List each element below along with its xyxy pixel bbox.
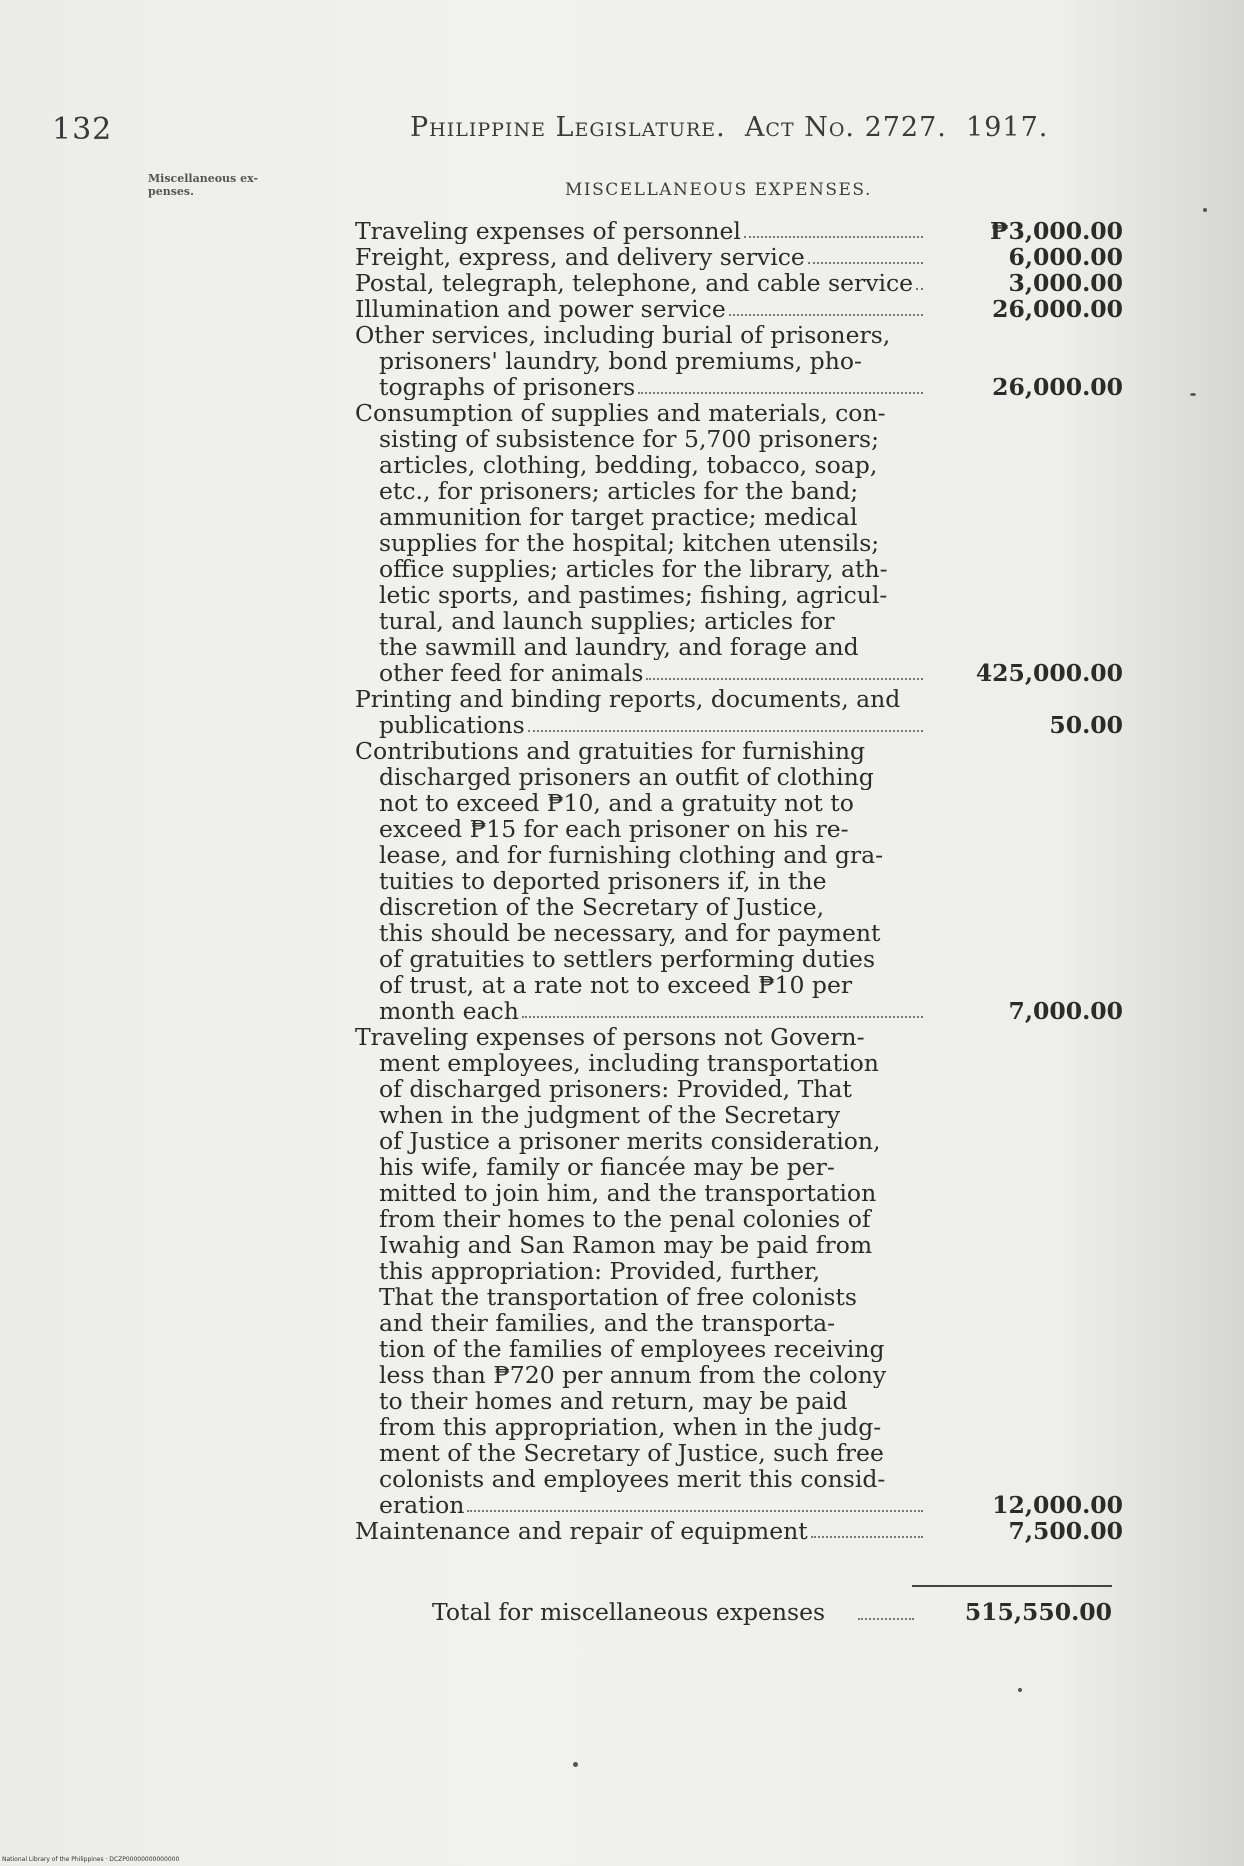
item-text: Traveling expenses of personnel [355, 218, 741, 244]
dot-leader [638, 374, 923, 394]
item-text-line: of discharged prisoners: Provided, That [379, 1076, 852, 1102]
item-text-line: exceed ₱15 for each prisoner on his re- [379, 816, 849, 842]
item-amount: 425,000.00 [975, 659, 1123, 687]
item-text-line: supplies for the hospital; kitchen utensils; [379, 530, 880, 556]
total-row [432, 1598, 1112, 1628]
item-text-line: of Justice a prisoner merits consideration, [379, 1128, 881, 1154]
item-text: Freight, express, and delivery service [355, 244, 805, 270]
item-text-line: discretion of the Secretary of Justice, [379, 894, 825, 920]
item-text-line: office supplies; articles for the library, ath- [379, 556, 888, 582]
item-amount: 3,000.00 [1008, 269, 1123, 297]
item-text-line: of gratuities to settlers performing duties [379, 946, 876, 972]
paper-speck [573, 1762, 578, 1767]
item-text-line: tural, and launch supplies; articles for [379, 608, 835, 634]
expense-item [355, 270, 1123, 296]
item-text-line [355, 270, 923, 296]
expense-item [355, 738, 1123, 1024]
item-text: eration [379, 1492, 465, 1518]
item-text-line: not to exceed ₱10, and a gratuity not to [379, 790, 854, 816]
item-text-line: letic sports, and pastimes; fishing, agricul- [379, 582, 888, 608]
expense-item [355, 400, 1123, 686]
item-text-line: discharged prisoners an outfit of clothing [379, 764, 874, 790]
expense-item [355, 1024, 1123, 1518]
item-text-line: Printing and binding reports, documents, and [355, 686, 901, 712]
total-label: Total for miscellaneous expenses [432, 1598, 826, 1626]
paper-speck [1190, 393, 1196, 396]
item-text-line: That the transportation of free colonists [379, 1284, 857, 1310]
item-text-line [355, 244, 923, 270]
total-rule [912, 1585, 1112, 1587]
item-text-line: this appropriation: Provided, further, [379, 1258, 821, 1284]
item-amount: 6,000.00 [1008, 243, 1123, 271]
item-text-line: ammunition for target practice; medical [379, 504, 858, 530]
dot-leader [858, 1606, 914, 1620]
paper-speck [1203, 208, 1207, 212]
item-text-line: from this appropriation, when in the judg- [379, 1414, 882, 1440]
item-text-line: Traveling expenses of persons not Govern- [355, 1024, 865, 1050]
item-text: Postal, telegraph, telephone, and cable service [355, 270, 914, 296]
item-text-line [355, 218, 923, 244]
item-text-line: and their families, and the transporta- [379, 1310, 836, 1336]
item-text-line: Contributions and gratuities for furnishing [355, 738, 866, 764]
item-text-line: Iwahig and San Ramon may be paid from [379, 1232, 873, 1258]
item-amount: 50.00 [1049, 711, 1123, 739]
item-text: Maintenance and repair of equipment [355, 1518, 808, 1544]
item-text-line: mitted to join him, and the transportation [379, 1180, 877, 1206]
item-text-line: from their homes to the penal colonies of [379, 1206, 871, 1232]
expense-item [355, 244, 1123, 270]
item-text-line [355, 296, 923, 322]
item-text-line [355, 1492, 923, 1518]
item-amount: 7,500.00 [1008, 1517, 1123, 1545]
item-text-line: when in the judgment of the Secretary [379, 1102, 841, 1128]
dot-leader [744, 218, 923, 238]
dot-leader [916, 270, 923, 290]
dot-leader [528, 712, 923, 732]
item-text-line: etc., for prisoners; articles for the band; [379, 478, 859, 504]
dot-leader [811, 1518, 923, 1538]
expense-item [355, 1518, 1123, 1544]
dot-leader [808, 244, 923, 264]
item-text-line: articles, clothing, bedding, tobacco, soap, [379, 452, 878, 478]
item-text-line: tuities to deported prisoners if, in the [379, 868, 827, 894]
item-text: other feed for animals [379, 660, 644, 686]
item-text-line: Consumption of supplies and materials, con- [355, 400, 886, 426]
item-text-line: of trust, at a rate not to exceed ₱10 per [379, 972, 853, 998]
expense-item [355, 218, 1123, 244]
item-text-line: sisting of subsistence for 5,700 prisoners; [379, 426, 880, 452]
item-text: month each [379, 998, 519, 1024]
item-amount: 12,000.00 [992, 1491, 1123, 1519]
dot-leader [467, 1492, 923, 1512]
item-text-line: to their homes and return, may be paid [379, 1388, 848, 1414]
margin-side-note: Miscellaneous ex- penses. [148, 172, 259, 198]
item-text-line [355, 1518, 923, 1544]
expense-item [355, 296, 1123, 322]
paper-speck [1018, 1688, 1022, 1692]
item-text-line: less than ₱720 per annum from the colony [379, 1362, 887, 1388]
dot-leader [522, 998, 923, 1018]
item-text-line [355, 374, 923, 400]
item-text-line: colonists and employees merit this consid- [379, 1466, 886, 1492]
item-text-line: this should be necessary, and for payment [379, 920, 881, 946]
total-amount: 515,550.00 [964, 1598, 1112, 1626]
item-text: Illumination and power service [355, 296, 726, 322]
expense-item [355, 686, 1123, 738]
dot-leader [729, 296, 923, 316]
item-text-line [355, 998, 923, 1024]
expense-item [355, 322, 1123, 400]
item-text-line: ment employees, including transportation [379, 1050, 879, 1076]
item-text-line: his wife, family or fiancée may be per- [379, 1154, 835, 1180]
expense-items-list [355, 218, 1123, 1544]
section-heading: MISCELLANEOUS EXPENSES. [565, 180, 872, 200]
item-amount: 26,000.00 [992, 373, 1123, 401]
item-amount: 26,000.00 [992, 295, 1123, 323]
item-amount: 7,000.00 [1008, 997, 1123, 1025]
item-text-line: the sawmill and laundry, and forage and [379, 634, 859, 660]
item-text: tographs of prisoners [379, 374, 636, 400]
item-text-line: ment of the Secretary of Justice, such free [379, 1440, 884, 1466]
item-amount: ₱3,000.00 [989, 217, 1123, 245]
item-text: publications [379, 712, 525, 738]
running-head: Philippine Legislature. Act No. 2727. 1917. [410, 112, 1049, 143]
item-text-line: prisoners' laundry, bond premiums, pho- [379, 348, 862, 374]
item-text-line: tion of the families of employees receiving [379, 1336, 885, 1362]
archive-footer-stamp: National Library of the Philippines · DCZP00000000000000 [2, 1856, 180, 1863]
item-text-line [355, 660, 923, 686]
item-text-line: Other services, including burial of prisoners, [355, 322, 891, 348]
item-text-line [355, 712, 923, 738]
page-number: 132 [52, 112, 113, 147]
dot-leader [646, 660, 923, 680]
item-text-line: lease, and for furnishing clothing and gra- [379, 842, 884, 868]
